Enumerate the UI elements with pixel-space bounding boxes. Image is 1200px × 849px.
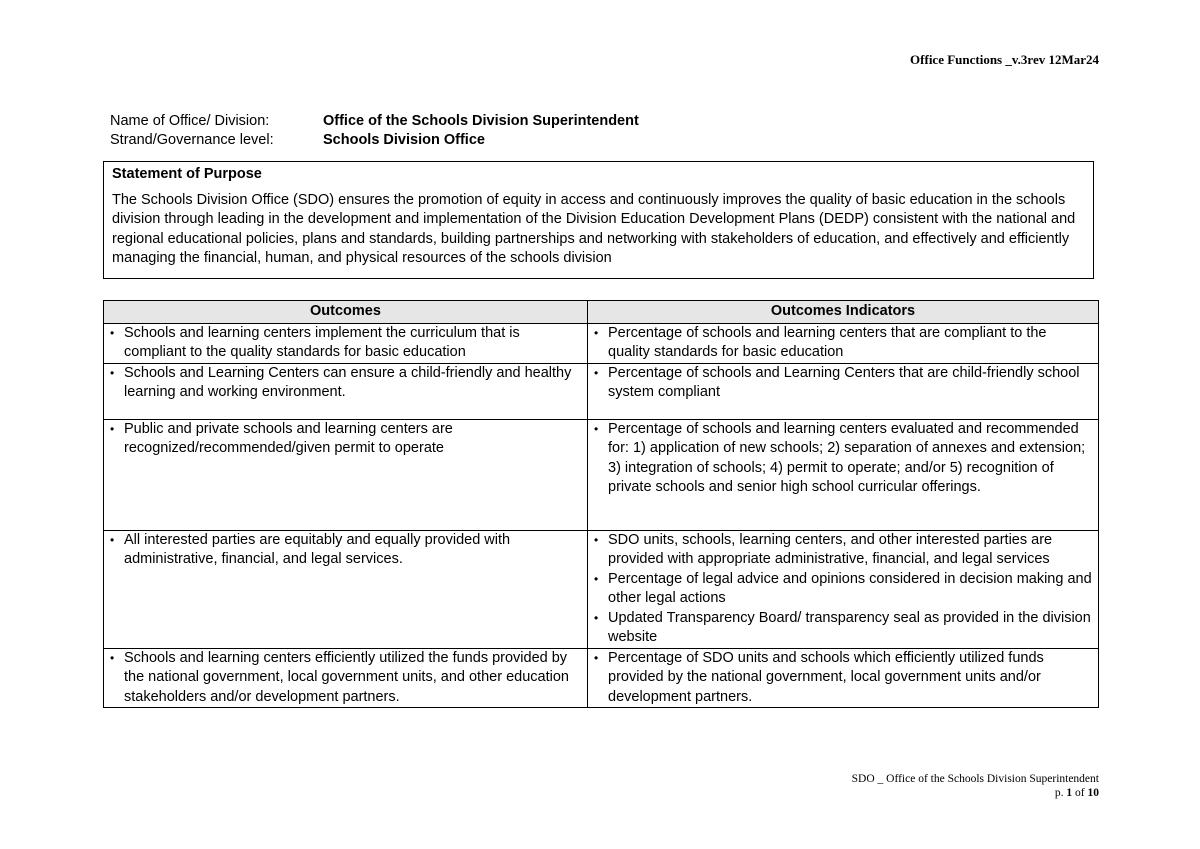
indicator-cell [588, 530, 1099, 648]
page-footer [852, 772, 1099, 800]
list-item: • All interested parties are equitably and equally provided with administrative, financial, and legal services. [110, 531, 581, 570]
page-prefix: p. [1054, 787, 1064, 799]
outcome-cell [104, 419, 588, 530]
table-header-row [104, 301, 1099, 324]
list-item: • Schools and Learning Centers can ensure a child-friendly and healthy learning and working environment. [110, 364, 581, 403]
office-name-row [110, 113, 639, 129]
list-item: • Percentage of schools and learning centers evaluated and recommended for: 1) application of new schools; 2) separation of annexes and extension; 3) integration of schools; 4) permit to operate; and/or 5) recognition of private schools and senior high school curricular offerings. [594, 420, 1092, 498]
office-value: Office of the Schools Division Superintendent [323, 113, 639, 129]
page-total: 10 [1087, 787, 1099, 799]
indicator-cell [588, 363, 1099, 419]
list-item: • SDO units, schools, learning centers, and other interested parties are provided with appropriate administrative, financial, and legal services [594, 531, 1092, 570]
document-version: Office Functions _v.3rev 12Mar24 [910, 52, 1099, 67]
list-item: • Schools and learning centers implement the curriculum that is compliant to the quality standards for basic education [110, 324, 581, 363]
list-item: • Updated Transparency Board/ transparency seal as provided in the division website [594, 609, 1092, 648]
footer-office: SDO _ Office of the Schools Division Superintendent [851, 773, 1099, 785]
indicator-cell [588, 323, 1099, 363]
table-row [104, 419, 1099, 530]
office-label: Name of Office/ Division: [110, 113, 270, 129]
table-row [104, 363, 1099, 419]
table-row [104, 648, 1099, 708]
page-number [852, 786, 1099, 800]
outcomes-table [103, 300, 1099, 708]
list-item: • Schools and learning centers efficiently utilized the funds provided by the national government, local government units, and other education stakeholders and/or development partners. [110, 649, 581, 708]
outcome-cell [104, 530, 588, 648]
outcome-cell [104, 323, 588, 363]
list-item: • Percentage of legal advice and opinions considered in decision making and other legal actions [594, 570, 1092, 609]
strand-label: Strand/Governance level: [110, 132, 274, 148]
table-row [104, 530, 1099, 648]
strand-row [110, 132, 485, 148]
statement-of-purpose-box [103, 161, 1094, 279]
list-item: • Percentage of SDO units and schools which efficiently utilized funds provided by the national government, local government units and/or development partners. [594, 649, 1092, 708]
indicators-header: Outcomes Indicators [588, 301, 1099, 324]
indicator-cell [588, 648, 1099, 708]
table-row [104, 323, 1099, 363]
list-item: • Percentage of schools and learning centers that are compliant to the quality standards for basic education [594, 324, 1092, 363]
indicator-cell [588, 419, 1099, 530]
outcomes-header: Outcomes [104, 301, 588, 324]
outcome-cell [104, 363, 588, 419]
purpose-text: The Schools Division Office (SDO) ensures the promotion of equity in access and continuously improves the quality of basic education in the schools division through leading in the development and implementation of the Division Education Development Plans (DEDP) consistent with the national and regional educational policies, plans and standards, building partnerships and networking with stakeholders of education, and effectively and efficiently managing the financial, human, and physical resources of the schools division [112, 191, 1076, 266]
list-item: • Public and private schools and learning centers are recognized/recommended/given permit to operate [110, 420, 581, 459]
page-current: 1 [1066, 787, 1073, 799]
outcome-cell [104, 648, 588, 708]
page-of: of [1075, 787, 1085, 799]
strand-value: Schools Division Office [323, 132, 485, 148]
purpose-title: Statement of Purpose [112, 166, 262, 182]
list-item: • Percentage of schools and Learning Centers that are child-friendly school system compliant [594, 364, 1092, 403]
